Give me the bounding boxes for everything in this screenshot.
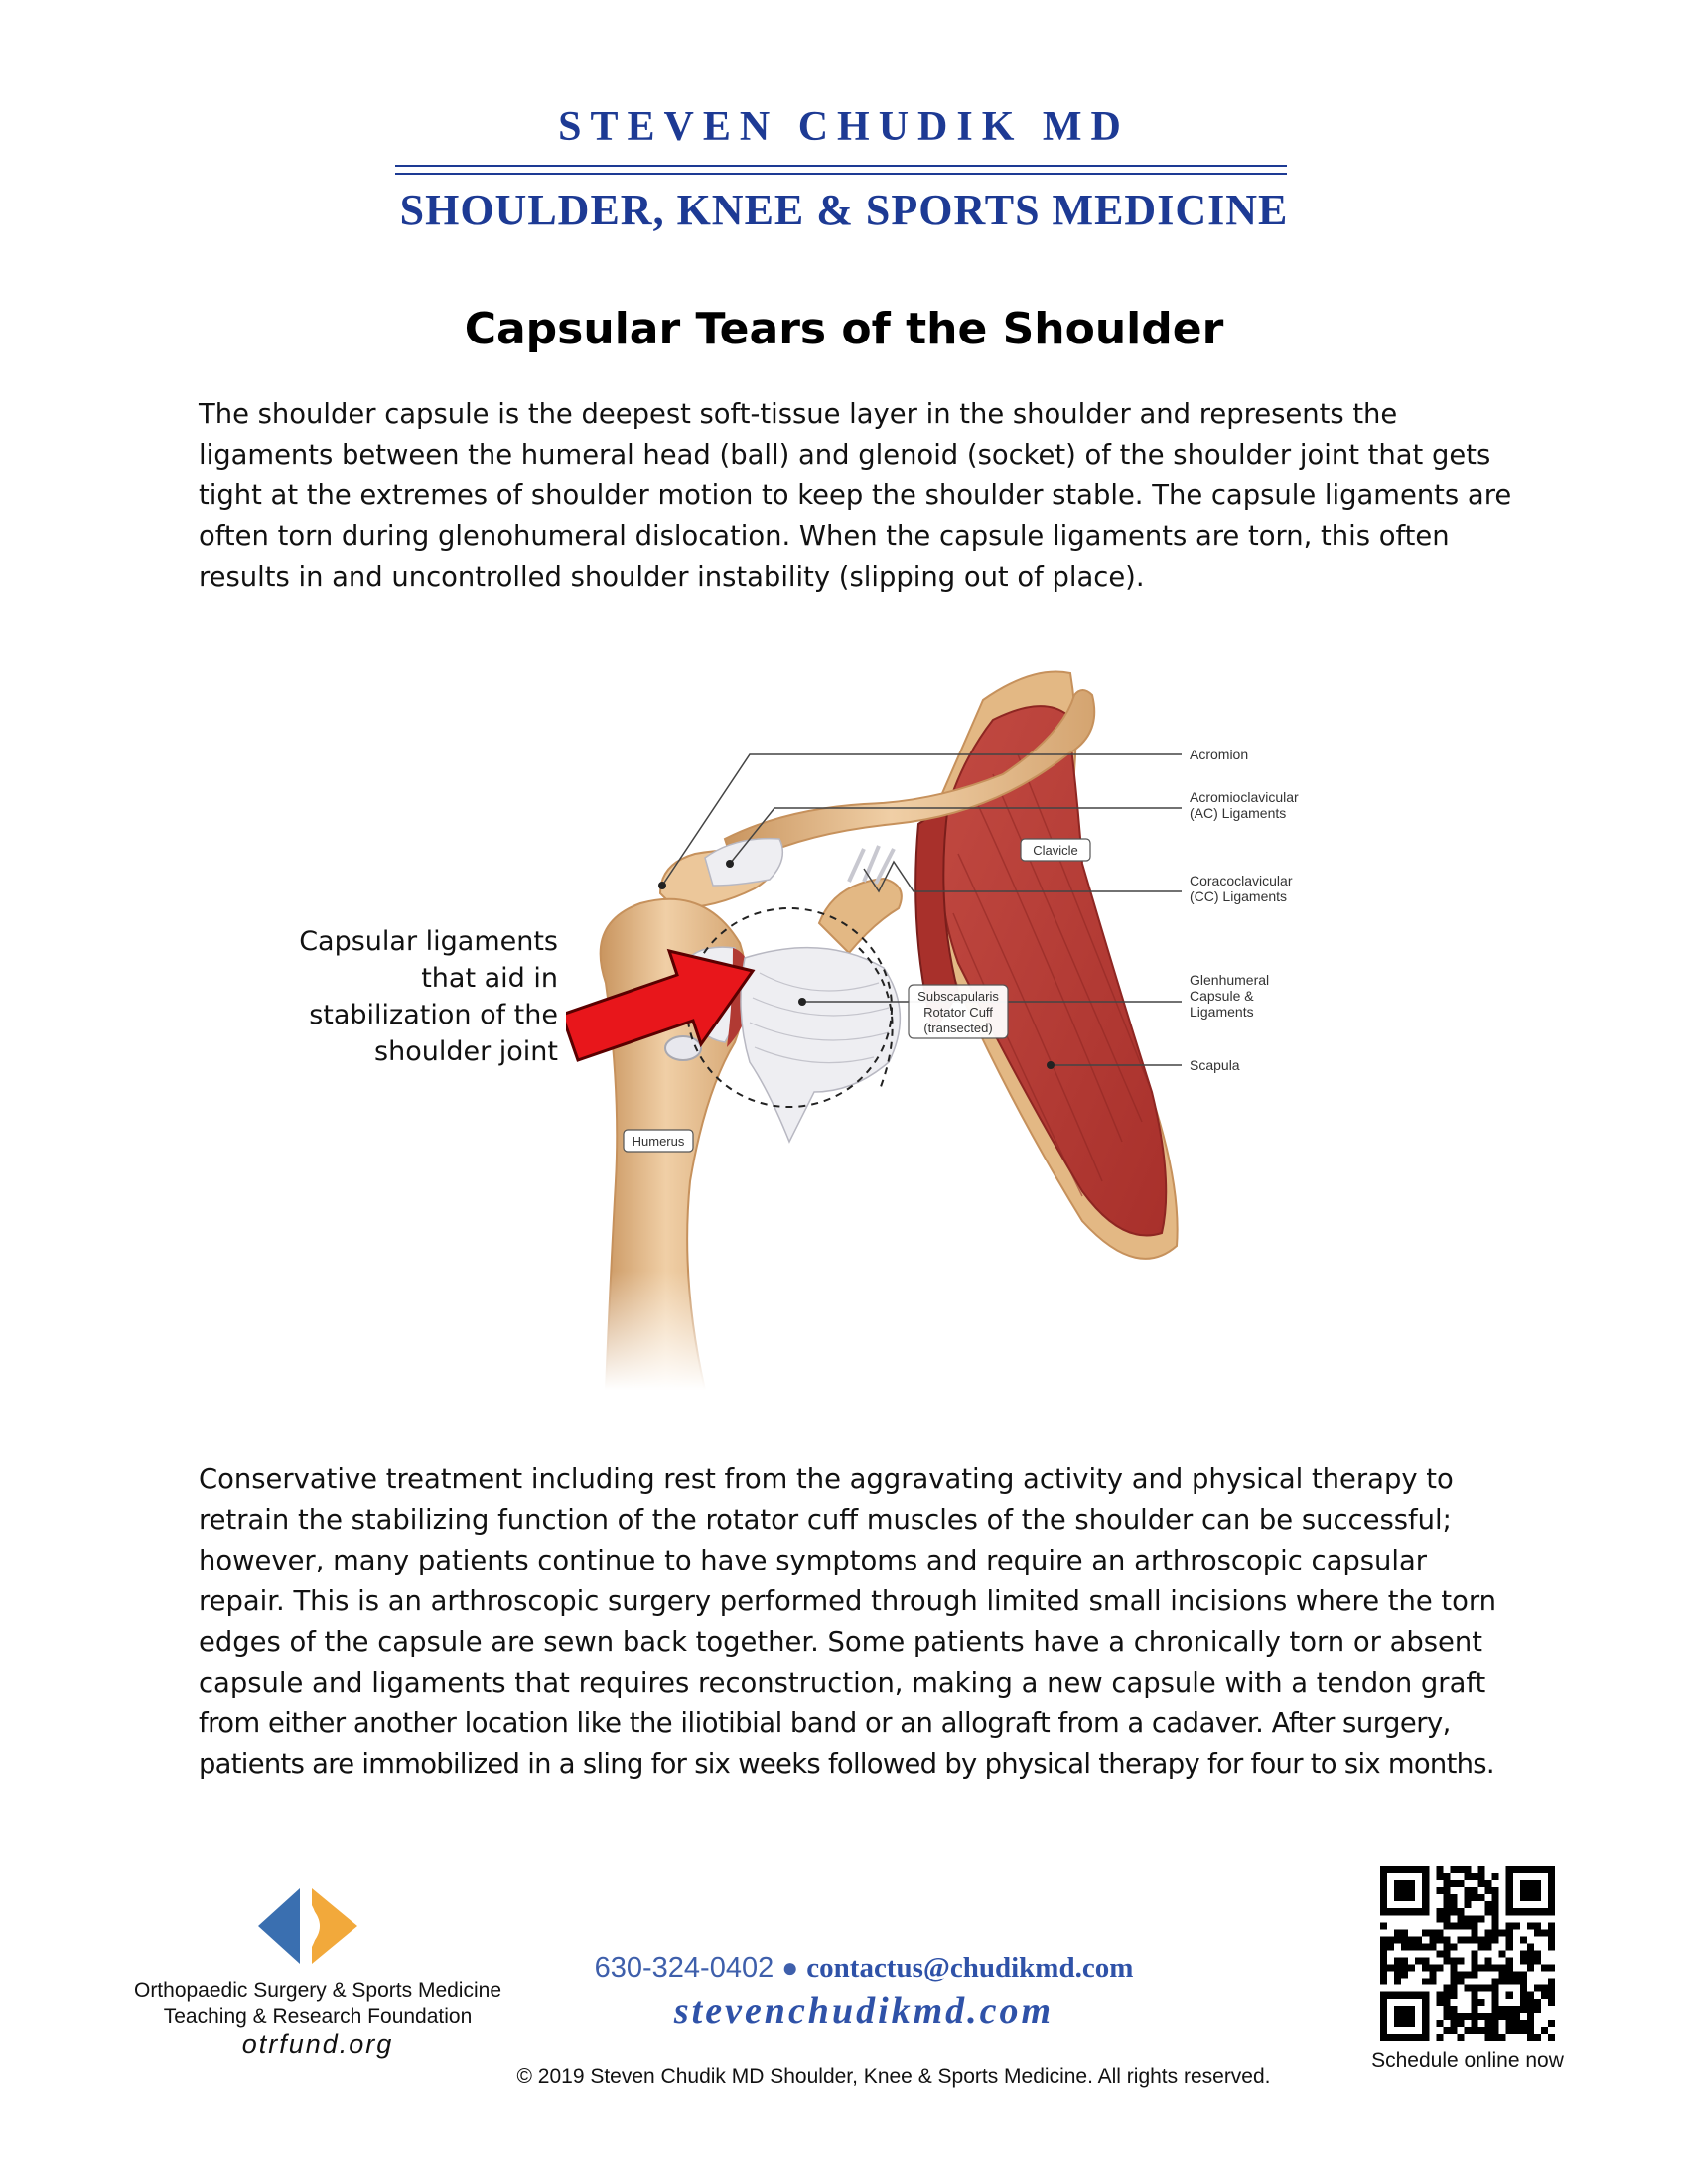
label-ac-ligaments: (AC) Ligaments [1190, 805, 1287, 821]
treatment-line: retrain the stabilizing function of the rotator cuff muscles of the shoulder can be successful; [199, 1505, 1452, 1536]
treatment-line: however, many patients continue to have symptoms and require an arthroscopic capsular [199, 1546, 1428, 1576]
callout-line: Capsular ligaments [299, 926, 558, 957]
callout-line: shoulder joint [374, 1036, 558, 1067]
label-ac-ligaments: Acromioclavicular [1190, 789, 1299, 805]
foundation-logo-icon [256, 1886, 359, 1966]
label-gh-capsule: Glenhumeral [1190, 972, 1270, 988]
label-humerus: Humerus [632, 1134, 685, 1149]
label-subscapularis: Rotator Cuff [923, 1005, 993, 1020]
label-clavicle: Clavicle [1033, 843, 1078, 858]
header-divider-top [395, 165, 1287, 167]
shoulder-anatomy-illustration [566, 625, 1311, 1390]
treatment-line: repair. This is an arthroscopic surgery performed through limited small incisions where the torn [199, 1586, 1497, 1617]
intro-paragraph [199, 394, 1512, 598]
callout-line: stabilization of the [309, 1000, 558, 1030]
coracoid-process [819, 879, 902, 953]
label-gh-capsule: Capsule & [1190, 988, 1254, 1004]
intro-line: ligaments between the humeral head (ball) and glenoid (socket) of the shoulder joint that gets [199, 440, 1491, 471]
label-gh-capsule: Ligaments [1190, 1004, 1254, 1020]
foundation-name-line2: Teaching & Research Foundation [163, 2005, 473, 2028]
page-title: Capsular Tears of the Shoulder [464, 304, 1224, 354]
label-acromion: Acromion [1190, 747, 1249, 762]
treatment-line: capsule and ligaments that requires reconstruction, making a new capsule with a tendon graft [199, 1668, 1486, 1699]
website-link[interactable]: stevenchudikmd.com [673, 1990, 1055, 2032]
label-scapula: Scapula [1190, 1057, 1240, 1073]
intro-line: often torn during glenohumeral dislocation. When the capsule ligaments are torn, this often [199, 521, 1450, 552]
callout-line: that aid in [421, 963, 558, 994]
separator-dot: ● [781, 1952, 799, 1982]
label-cc-ligaments: (CC) Ligaments [1190, 888, 1288, 904]
label-cc-ligaments: Coracoclavicular [1190, 873, 1293, 888]
label-subscapularis: Subscapularis [917, 989, 999, 1004]
foundation-name-line1: Orthopaedic Surgery & Sports Medicine [133, 1979, 501, 2002]
intro-line: The shoulder capsule is the deepest soft-tissue layer in the shoulder and represents the [199, 399, 1398, 430]
header-divider-bottom [395, 173, 1287, 175]
qr-code[interactable] [1380, 1866, 1555, 2041]
email-link[interactable]: contactus@chudikmd.com [806, 1952, 1134, 1983]
treatment-line: patients are immobilized in a sling for six weeks followed by physical therapy for four to six months. [199, 1749, 1494, 1780]
intro-line: results in and uncontrolled shoulder instability (slipping out of place). [199, 562, 1145, 593]
copyright-notice: © 2019 Steven Chudik MD Shoulder, Knee & Sports Medicine. All rights reserved. [516, 2065, 1271, 2088]
figure-callout [248, 923, 558, 1070]
treatment-line: Conservative treatment including rest from the aggravating activity and physical therapy to [199, 1464, 1454, 1495]
treatment-line: from either another location like the iliotibial band or an allograft from a cadaver. After surgery, [199, 1708, 1451, 1739]
intro-line: tight at the extremes of shoulder motion to keep the shoulder stable. The capsule ligaments are [199, 480, 1512, 511]
treatment-paragraph [199, 1459, 1499, 1785]
practice-name: STEVEN CHUDIK MD [558, 104, 1130, 150]
phone-link[interactable]: 630-324-0402 [594, 1952, 774, 1983]
label-subscapularis: (transected) [923, 1021, 993, 1035]
practice-specialty: SHOULDER, KNEE & SPORTS MEDICINE [399, 186, 1289, 234]
foundation-url-link[interactable]: otrfund.org [241, 2029, 394, 2059]
contact-line [516, 1952, 1211, 1984]
glenohumeral-capsule [741, 948, 900, 1142]
treatment-line: edges of the capsule are sewn back together. Some patients have a chronically torn or absent [199, 1627, 1482, 1658]
qr-caption: Schedule online now [1371, 2049, 1564, 2072]
cc-ligaments [849, 846, 894, 884]
